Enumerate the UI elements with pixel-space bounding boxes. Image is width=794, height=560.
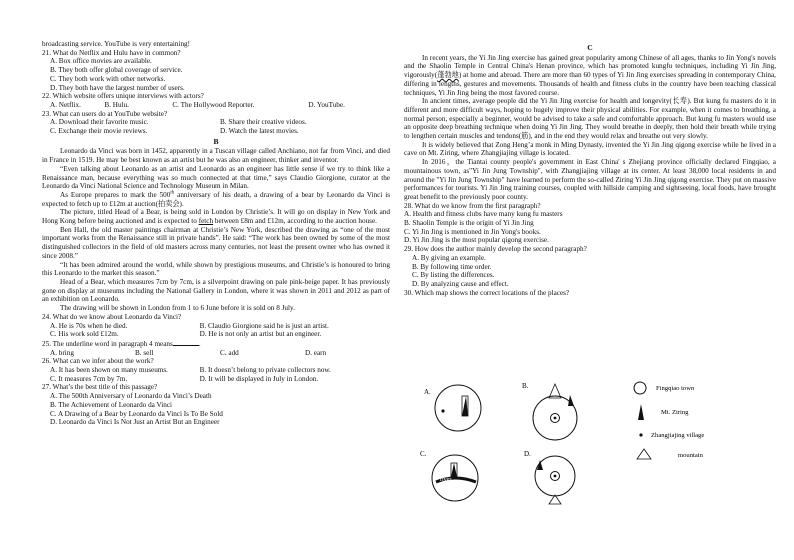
passage-b-para-5: Ben Hall, the old master paintings chairman at Christie’s New York, described the drawing as “one of the most important works from the Renaissance still in private hands”. He said: “The work has been owned by some of the most distinguished collectors in the field of old masters across many centuries, not least the present owner who has owned it since 2008.” (42, 225, 390, 260)
section-c-heading: C (587, 43, 593, 52)
map-a[interactable] (424, 385, 481, 431)
q22-options (42, 101, 390, 110)
q26-option-c[interactable]: C. It measures 7cm by 7m. (50, 374, 128, 383)
q21-option-b[interactable]: B. They both offer global coverage of service. (50, 66, 183, 75)
passage-b-para-8: The drawing will be shown in London from 1 to 6 June before it is sold on 8 July. (60, 304, 295, 313)
passage-b-para-2: “Even talking about Leonardo as an artist and Leonardo as an engineer has little sense if we try to think like a Renaissance man, because everything was so much connected at that time,” says Claudio Giorgione, curator at the Leonardo da Vinci National Science and Technology Museum in Milan. (42, 164, 390, 191)
para3-chinese-gloss: 拍卖会 (157, 199, 180, 208)
passage-b-para-4 (42, 208, 390, 225)
q23-option-d[interactable]: D. Watch the latest movies. (220, 127, 299, 136)
q25-option-c[interactable]: C. add (220, 348, 239, 357)
q25-blank (173, 339, 199, 346)
q23-option-a[interactable]: A. Download their favorite music. (50, 118, 149, 127)
q22-option-c[interactable]: C. The Hollywood Reporter. (172, 100, 255, 109)
q29-option-b[interactable]: B. By following time order. (412, 262, 492, 271)
para4-text-b: between £8m and £12m, according to the auction house. (213, 217, 377, 226)
passage-b-para-3 (42, 191, 390, 208)
map-a-border (435, 385, 481, 431)
map-b-label: B. (522, 382, 529, 390)
map-d[interactable] (524, 450, 575, 504)
para3-text-c: ). (179, 199, 184, 208)
q23-option-c[interactable]: C. Exchange their movie reviews. (50, 127, 148, 136)
left-column (42, 40, 390, 427)
q22-stem: 22. Which website offers unique interviews with actors? (42, 92, 204, 101)
q28-stem: 28. What do we know from the first paragraph? (404, 201, 541, 210)
q24-stem: 24. What do we know about Leonardo da Vinci? (42, 312, 182, 321)
map-b-village-dot (554, 417, 557, 420)
map-a-village-dot (441, 409, 444, 412)
q26-options-row2 (42, 375, 390, 384)
passage-b-para-1: Leonardo da Vinci was born in 1452, apparently in a Tuscan village called Anchiano, not far from Vinci, and died in France in 1519. He may be best known as an artist but he was also an engineer, thinker and inventor. (42, 147, 390, 165)
map-a-mt-ziring-fill (462, 396, 468, 416)
passage-c-para-1 (404, 54, 776, 98)
q23-option-b[interactable]: B. Share their creative videos. (220, 118, 307, 127)
legend-village-icon (639, 433, 642, 436)
q27-option-d[interactable]: D. Leonardo da Vinci Is Not Just an Artist But an Engineer (50, 418, 220, 427)
q26-option-d[interactable]: D. It will be displayed in July in London. (199, 374, 319, 383)
question-29 (404, 245, 776, 289)
map-legend (634, 382, 704, 459)
question-25 (42, 339, 390, 357)
q25-stem (42, 339, 390, 349)
q24-option-a[interactable]: A. He is 70s when he died. (50, 321, 128, 330)
question-28 (404, 202, 776, 246)
map-c-river-label: river (440, 477, 452, 483)
q21-stem: 21. What do Netflix and Hulu have in common? (42, 48, 181, 57)
q21-option-c[interactable]: C. They both work with other networks. (50, 74, 166, 83)
c-para2-text-b: ). But kung fu masters do it in different and more difficult ways, hoping to hugely improve their physical abilities. For example, when it comes to breathing, a normal person, especially a beginner, would be advised to take a safe and comfortable approach. But kung fu masters would use an opposite deep breathing technique when doing Yi Jin Jing. They would breathe in deeply, then hold their breath while trying to lengthen certain muscles and tendons( (404, 97, 776, 141)
map-c-label: C. (420, 450, 427, 458)
q26-option-b[interactable]: B. It doesn’t belong to private collectors now. (199, 366, 331, 375)
legend-town-icon (634, 382, 646, 394)
q26-option-a[interactable]: A. It has been shown on many museums. (50, 366, 168, 375)
q25-option-b[interactable]: B. sell (135, 348, 154, 357)
q28-option-c[interactable]: C. Yi Jin Jing is mentioned in Jin Yong's books. (404, 227, 541, 236)
maps-figure (418, 378, 778, 508)
para3-text-b: anniversary of his death, a drawing of a bear by Leonardo da Vinci is expected to fetch up to £12m at auction( (42, 190, 390, 208)
q22-option-d[interactable]: D. YouTube. (308, 100, 345, 109)
q21-option-a[interactable]: A. Box office movies are available. (50, 57, 152, 66)
q22-option-a[interactable]: A. Netflix. (50, 100, 81, 109)
q26-options-row1 (42, 366, 390, 375)
passage-a-tail: broadcasting service. YouTube is very entertaining! (42, 40, 191, 48)
legend-mountain-label: mountain (678, 452, 703, 459)
para3-text-a: As Europe prepares to mark the 500 (60, 190, 171, 199)
legend-town-label: Fingqiao town (656, 385, 695, 392)
passage-b-para-6: “It has been admired around the world, while shown by prestigious museums, and Christie’s is honoured to bring this Leonardo to the market this season.” (42, 260, 390, 278)
para3-sup: th (170, 190, 175, 196)
q29-stem: 29. How does the author mainly develop the second paragraph? (404, 245, 587, 254)
q30-stem: 30. Which map shows the correct locations of the places? (404, 288, 570, 297)
question-27 (42, 383, 390, 427)
para4-text-a: The picture, titled Head of a Bear, is being sold in London by Christie’s. It will go on display in New York and Hong Kong before being auctioned and is expected to (42, 208, 390, 226)
q23-stem: 23. What can users do at YouTube website? (42, 109, 168, 118)
c-para1-text-b: ) at home and abroad. There are more than 60 types of Yi Jin Jing exercises spreading in contemporary China, differing in lengths, gestures and movements. Thousands of health and fitness clubs in the country have been teaching classical techniques, Yi Jin Jing being the most favored course. (404, 71, 776, 97)
c-para2-chinese-gloss: 长寿 (671, 97, 688, 106)
underlined-word-fetch: fetch (198, 217, 214, 226)
q24-option-d[interactable]: D. He is not only an artist but an engineer. (199, 330, 322, 339)
map-b[interactable] (522, 382, 577, 440)
map-c-mt-ziring-fill (451, 463, 457, 477)
question-24 (42, 313, 390, 339)
passage-b-para-7: Head of a Bear, which measures 7cm by 7cm, is a silverpoint drawing on pale pink-beige paper. It has previously gone on display at museums including the National Gallery in London, where it was shown in 2011 and 2012 as part of an exhibition on Leonardo. (42, 277, 390, 304)
map-d-village-dot (554, 475, 557, 478)
q27-option-a[interactable]: A. The 500th Anniversary of Leonardo da Vinci’s Death (50, 392, 212, 401)
q26-stem: 26. What can we infer about the work? (42, 357, 154, 366)
q24-options-row2 (42, 330, 390, 339)
q24-options-row1 (42, 322, 390, 331)
map-a-label: A. (424, 388, 431, 396)
q24-option-c[interactable]: C. His work sold £12m. (50, 330, 119, 339)
q28-option-d[interactable]: D. Yi Jin Jing is the most popular qigong exercise. (404, 236, 549, 245)
legend-village-label: Zhangjiajing village (651, 432, 705, 439)
question-21 (42, 49, 390, 93)
q25-stem-end: . (198, 339, 201, 348)
q27-stem: 27. What’s the best title of this passage? (42, 383, 158, 392)
q24-option-b[interactable]: B. Claudio Giorgione said he is just an artist. (199, 321, 329, 330)
map-c[interactable] (420, 450, 478, 501)
q29-option-d[interactable]: D. By analyzing cause and effect. (412, 279, 509, 288)
q25-option-a[interactable]: A. bring (50, 348, 74, 357)
legend-mt-ziring-label: Mt. Ziring (661, 409, 689, 416)
c-para1-chinese-gloss: 蓬勃地 (437, 71, 459, 80)
c-para1-text-a: In recent years, the Yi Jin Jing exercise has gained great popularity among Chinese of all ages, thanks to Jin Yong's novels and the Shaolin Temple in Central China's Henan province, which has promoted kungfu techniques, including Yi Jin Jing, vigorously( (404, 53, 776, 80)
passage-c-para-4: In 2016，the Tiantai county people's government in East China' s Zhejiang province officially declared Fingqiao, a mountainous town, as"Yi Jin Jung Township", with Zhangjiajing village at its center. At least 38,000 local residents in and around the "Yi Jin Jung Township" have learned to perform the so-called Ziring Yi Jin Jing qigong exercise. They put on massive performances for tourists. Yi Jin Jing training courses, coupled with hillside camping and sightseeing, local foods, have brought great benefit to the previously poor county. (404, 158, 776, 201)
q25-options (42, 349, 390, 358)
map-d-label: D. (524, 450, 531, 458)
q23-options-row1 (42, 118, 390, 127)
question-22 (42, 92, 390, 109)
question-23 (42, 110, 390, 136)
q23-options-row2 (42, 127, 390, 136)
question-30-maps (418, 378, 778, 508)
c-para2-text-c: ), and in the end they would relax and breathe out very slowly. (528, 132, 708, 141)
c-para2-text-a: In ancient times, average people did the Yi Jin Jing exercise for health and longevity( (422, 97, 672, 106)
legend-mountain-icon (637, 449, 651, 459)
q27-option-c[interactable]: C. A Drawing of a Bear by Leonardo da Vinci Is To Be Sold (50, 409, 223, 418)
q27-option-b[interactable]: B. The Achievement of Leonardo da Vinci (50, 400, 173, 409)
q29-option-c[interactable]: C. By listing the differences. (412, 271, 495, 280)
q25-option-d[interactable]: D. earn (305, 348, 327, 357)
legend-mt-ziring-icon (638, 404, 644, 420)
section-b-heading: B (213, 136, 219, 146)
passage-c-para-2 (404, 97, 776, 141)
q29-option-a[interactable]: A. By giving an example. (412, 253, 486, 262)
question-26 (42, 357, 390, 383)
passage-c-para-3: It is widely believed that Zong Heng’a monk in Ming Dynasty, invented the Yi Jin Jing qigong exercise while he lived in a cave on Mt. Ziring, where Zhangjiajing village is located. (404, 140, 776, 158)
q28-option-b[interactable]: B. Shaolin Temple is the origin of Yi Jin Jing (404, 219, 534, 228)
right-column (404, 40, 776, 297)
q28-option-a[interactable]: A. Health and fitness clubs have many kung fu masters (404, 210, 563, 219)
q21-option-d[interactable]: D. They both have the largest number of users. (50, 83, 185, 92)
q22-option-b[interactable]: B. Hulu. (104, 100, 129, 109)
c-para2-chinese-gloss-2: 筋 (521, 132, 529, 141)
q25-stem-text: 25. The underline word in paragraph 4 means (42, 339, 173, 348)
